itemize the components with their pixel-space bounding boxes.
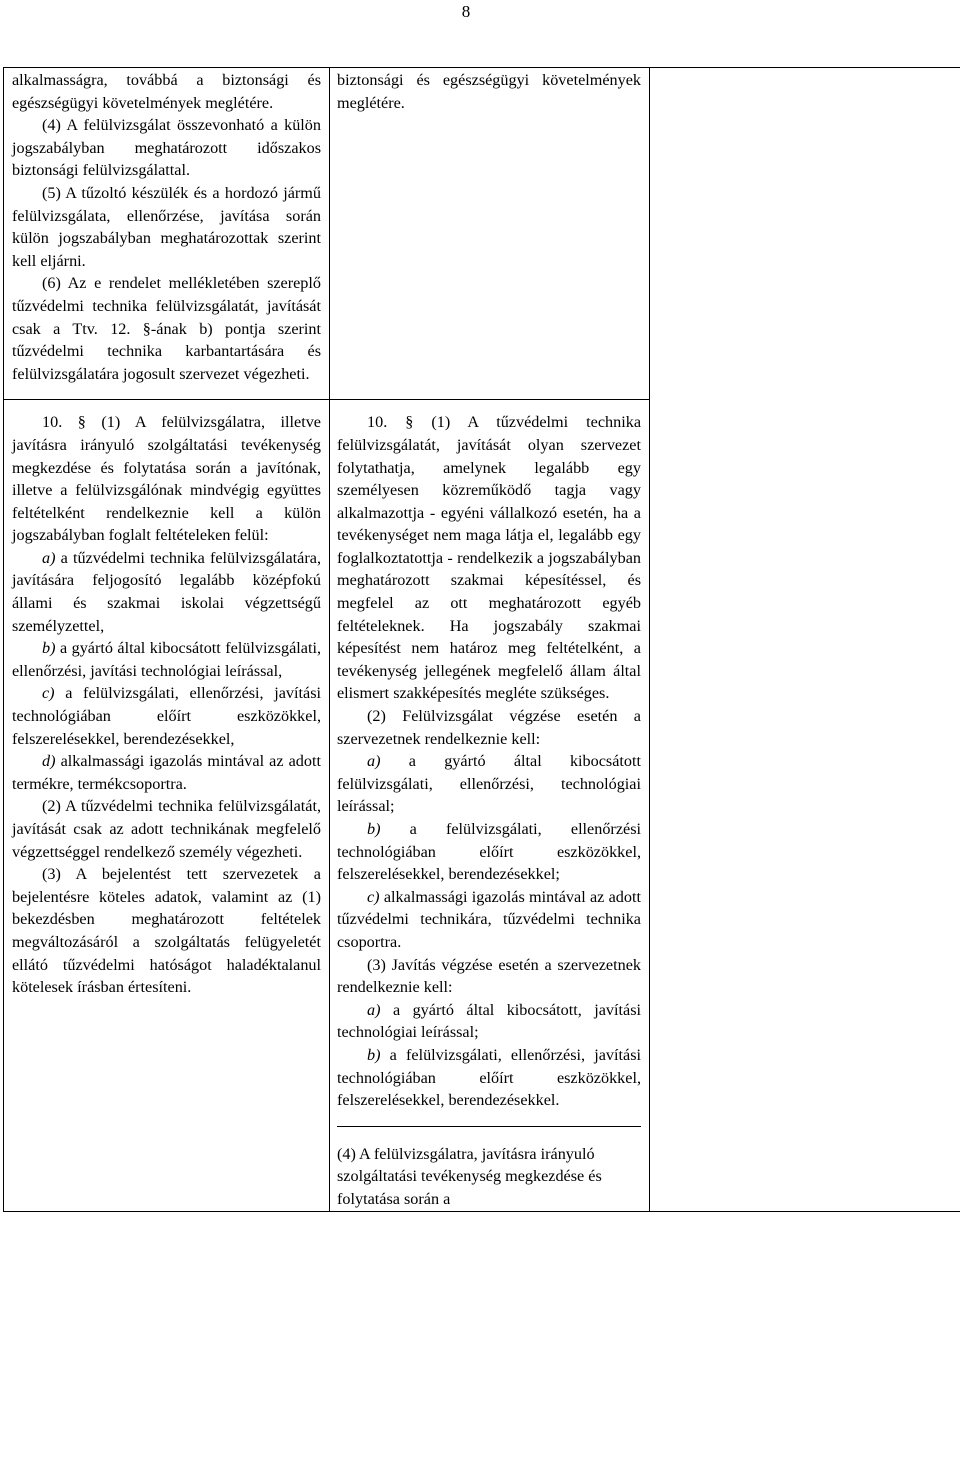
paragraph: (6) Az e rendelet mellékletében szereplő tűzvédelmi technika felülvizsgálatát, javítását csak a Ttv. 12. §-ának b) pontja szerint tűzvédelmi technika karbantartására és felülvizsgálatára jogosult szervezet végezheti. (12, 274, 321, 383)
paragraph: 10. § (1) A felülvizsgálatra, illetve javításra irányuló szolgáltatási tevékenység megkezdése és folytatása során a javítónak, illetve a felülvizsgálónak mindvégig együttes feltételként rendelkeznie kell a külön jogszabályban foglalt feltételeken felül: (12, 413, 321, 545)
table-row (4, 68, 960, 400)
list-item: a) a tűzvédelmi technika felülvizsgálatára, javítására feljogosító legalább középfokú állami és szakmai iskolai végzettségű személyzettel, (12, 548, 321, 635)
list-item: a) a gyártó által kibocsátott felülvizsgálati, ellenőrzési, technológiai leírással; (337, 752, 641, 816)
list-item: b) a felülvizsgálati, ellenőrzési, javítási technológiában előírt eszközökkel, felszerelésekkel, berendezésekkel. (337, 1045, 641, 1110)
section-number: 10. § (367, 413, 414, 432)
row1-left-cell (4, 68, 330, 400)
continuation-paragraph (337, 1126, 641, 1211)
row2-left-cell (4, 400, 330, 1211)
row1-mid-cell (330, 68, 650, 400)
right-empty-cell (650, 68, 960, 1212)
paragraph: (3) A bejelentést tett szervezetek a bejelentésre köteles adatok, valamint az (1) bekezdésben meghatározott feltételek megváltozásáról a szolgáltatás felügyeletét ellátó tűzvédelmi hatóságot haladéktalanul kötelesek írásban értesíteni. (12, 865, 321, 997)
row2-mid-cell (330, 400, 650, 1211)
list-item: c) a felülvizsgálati, ellenőrzési, javítási technológiában előírt eszközökkel, felszerelésekkel, berendezésekkel, (12, 684, 321, 748)
comparison-table (3, 67, 960, 1212)
paragraph: (2) A tűzvédelmi technika felülvizsgálatát, javítását csak az adott technikának megfelelő végzettséggel rendelkező személy végezheti. (12, 797, 321, 861)
page-number: 8 (461, 2, 471, 21)
paragraph: (4) A felülvizsgálat összevonható a külön jogszabályban meghatározott időszakos biztonsági felülvizsgálattal. (12, 116, 321, 180)
paragraph: (3) Javítás végzése esetén a szervezetnek rendelkeznie kell: (337, 955, 641, 997)
section-number: 10. § (42, 413, 86, 432)
mid-body (337, 411, 641, 1111)
paragraph: (5) A tűzoltó készülék és a hordozó jármű felülvizsgálata, ellenőrzése, javítása során külön jogszabályban meghatározottak szerint kell eljárni. (12, 183, 321, 270)
paragraph: (2) Felülvizsgálat végzése esetén a szervezetnek rendelkeznie kell: (337, 707, 641, 748)
paragraph: 10. § (1) A tűzvédelmi technika felülvizsgálatát, javítását olyan szervezet folytathatja, amelynek legalább egy személyesen közreműködő tagja vagy alkalmazottja - egyéni vállalkozó esetén, ha a tevékenységet nem maga látja el, legalább egy foglalkoztatottja - rendelkezik a jogszabályban meghatározott szakmai képesítéssel, és megfelel az ott meghatározott egyéb feltételeknek. Ha jogszabály szakmai képesítést nem határoz meg feltételként, a tevékenység jellegének megfelelő állam által elismert szakképesítés megléte szükséges. (337, 413, 641, 703)
paragraph: alkalmasságra, továbbá a biztonsági és egészségügyi követelmények meglétére. (12, 71, 321, 112)
paragraph: (4) A felülvizsgálatra, javításra irányuló szolgáltatási tevékenység megkezdése és folytatása során a (337, 1144, 602, 1208)
list-item: d) alkalmassági igazolás mintával az adott termékre, termékcsoportra. (12, 752, 321, 793)
list-item: b) a felülvizsgálati, ellenőrzési technológiában előírt eszközökkel, felszerelésekkel, berendezésekkel; (337, 820, 641, 884)
list-item: b) a gyártó által kibocsátott felülvizsgálati, ellenőrzési, javítási technológiai leírással, (12, 639, 321, 680)
list-item: a) a gyártó által kibocsátott, javítási technológiai leírással; (337, 1000, 641, 1042)
paragraph: biztonsági és egészségügyi követelmények meglétére. (337, 71, 641, 112)
list-item: c) alkalmassági igazolás mintával az adott tűzvédelmi technikára, tűzvédelmi technika csoportra. (337, 887, 641, 951)
